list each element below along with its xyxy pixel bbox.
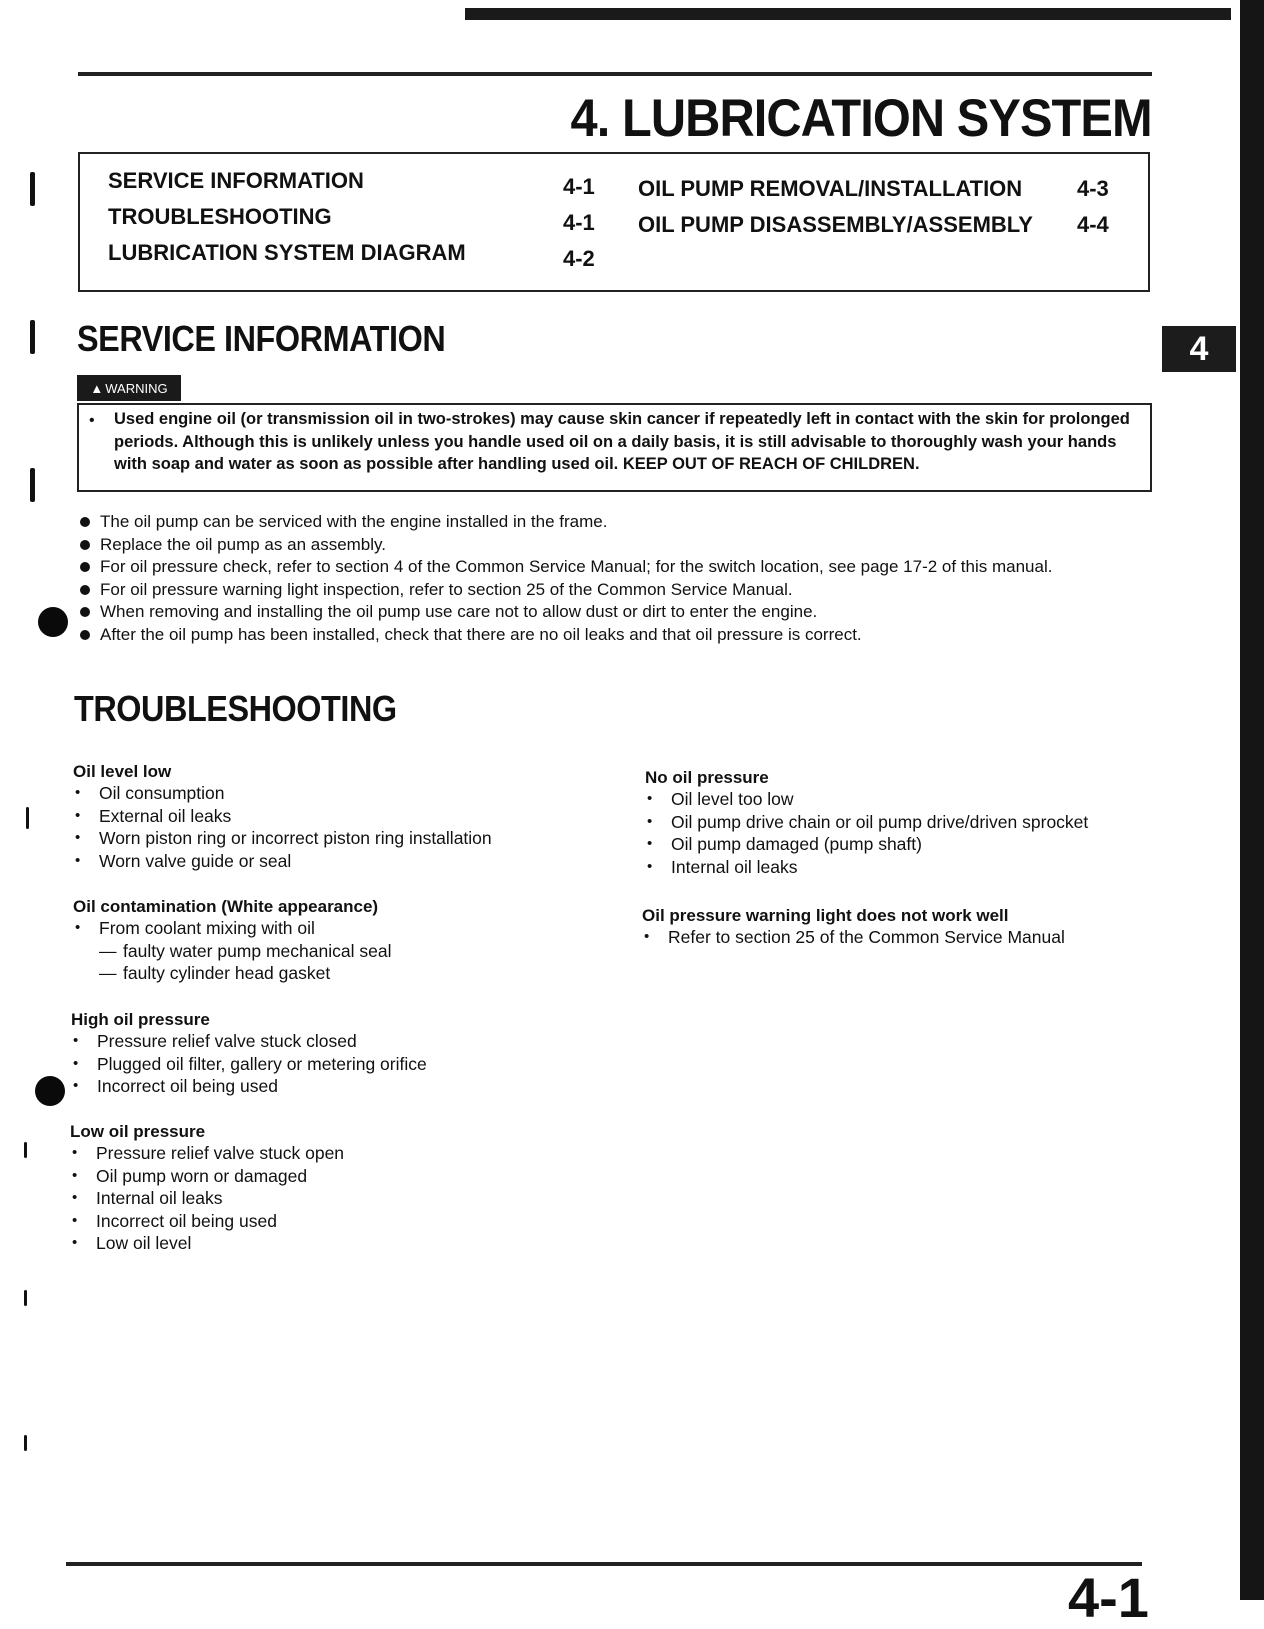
toc-item-troubleshooting[interactable]: TROUBLESHOOTING	[108, 204, 332, 229]
high-oil-pressure-group	[71, 1010, 631, 1098]
sub-list-item	[73, 962, 633, 985]
service-information-list	[76, 511, 1156, 646]
list-item: • External oil leaks	[73, 805, 633, 828]
toc-page-number: 4-4	[1077, 212, 1109, 237]
margin-tick	[30, 172, 35, 206]
warning-label	[77, 375, 181, 401]
warning-text: Used engine oil (or transmission oil in two-strokes) may cause skin cancer if repeatedly left in contact with the skin for prolonged periods. Although this is unlikely unless you handle used oil on a daily basis, it is still advisable to thoroughly wash your hands with soap and water as soon as possible after handling used oil. KEEP OUT OF REACH OF CHILDREN.	[114, 410, 1130, 473]
toc-item-lubrication-diagram[interactable]: LUBRICATION SYSTEM DIAGRAM	[108, 240, 466, 265]
toc-item-service-information[interactable]: SERVICE INFORMATION	[108, 168, 364, 193]
group-heading: No oil pressure	[645, 768, 769, 787]
cause-list	[73, 782, 633, 872]
toc-item-oil-pump-removal[interactable]: OIL PUMP REMOVAL/INSTALLATION	[638, 176, 1023, 201]
list-item: • Oil pump worn or damaged	[70, 1165, 630, 1188]
cause-list	[70, 1142, 630, 1255]
binder-hole-icon	[38, 607, 68, 637]
list-item: • Refer to section 25 of the Common Service Manual	[642, 926, 1162, 949]
list-item: • Incorrect oil being used	[70, 1210, 630, 1233]
cause-list	[73, 917, 633, 985]
list-item: Replace the oil pump as an assembly.	[76, 534, 1156, 555]
margin-tick	[24, 1142, 27, 1158]
list-item: For oil pressure check, refer to section 4 of the Common Service Manual; for the switch location, see page 17-2 of this manual.	[76, 556, 1156, 577]
list-item: • Worn piston ring or incorrect piston ring installation	[73, 827, 633, 850]
list-item: • Oil level too low	[645, 788, 1165, 811]
no-oil-pressure-group	[645, 768, 1165, 878]
service-information-heading: SERVICE INFORMATION	[77, 318, 446, 359]
dash-icon: —	[99, 963, 117, 983]
margin-tick	[30, 468, 35, 502]
list-item: • Oil consumption	[73, 782, 633, 805]
group-heading: Low oil pressure	[70, 1122, 206, 1141]
section-tab: 4	[1162, 326, 1236, 372]
warning-triangle-icon: ▲	[90, 380, 104, 396]
list-item: • Oil pump drive chain or oil pump drive/driven sprocket	[645, 811, 1165, 834]
group-heading: High oil pressure	[71, 1010, 210, 1029]
list-item: • Pressure relief valve stuck closed	[71, 1030, 631, 1053]
troubleshooting-heading: TROUBLESHOOTING	[74, 688, 397, 729]
toc-page-number: 4-1	[563, 174, 595, 199]
group-heading: Oil contamination (White appearance)	[73, 897, 379, 916]
binder-hole-icon	[35, 1076, 65, 1106]
sub-list-item	[73, 940, 633, 963]
margin-tick	[30, 320, 35, 354]
cause-list	[642, 926, 1162, 949]
cause-list	[71, 1030, 631, 1098]
list-item: • Low oil level	[70, 1232, 630, 1255]
page-number: 4-1	[1068, 1566, 1149, 1629]
list-item: The oil pump can be serviced with the engine installed in the frame.	[76, 511, 1156, 532]
margin-tick	[26, 807, 29, 829]
list-item: • Oil pump damaged (pump shaft)	[645, 833, 1165, 856]
margin-tick	[24, 1290, 27, 1306]
group-heading: Oil pressure warning light does not work well	[642, 906, 1009, 925]
toc-page-number: 4-2	[563, 246, 595, 271]
list-item: After the oil pump has been installed, check that there are no oil leaks and that oil pressure is correct.	[76, 624, 1156, 645]
sub-item-text: faulty water pump mechanical seal	[123, 940, 392, 961]
bullet-icon: •	[89, 412, 95, 429]
list-item: • Pressure relief valve stuck open	[70, 1142, 630, 1165]
toc-item-oil-pump-disassembly[interactable]: OIL PUMP DISASSEMBLY/ASSEMBLY	[638, 212, 1033, 237]
list-item: • Worn valve guide or seal	[73, 850, 633, 873]
low-oil-pressure-group	[70, 1122, 630, 1255]
list-item: • Internal oil leaks	[645, 856, 1165, 879]
warning-light-group	[642, 906, 1162, 949]
cause-list	[645, 788, 1165, 878]
dash-icon: —	[99, 940, 117, 961]
title-rule	[78, 72, 1152, 76]
list-item: • Plugged oil filter, gallery or metering orifice	[71, 1053, 631, 1076]
page-edge-shadow	[1240, 0, 1264, 1600]
toc-page-number: 4-1	[563, 210, 595, 235]
page-title: 4. LUBRICATION SYSTEM	[570, 89, 1152, 148]
table-of-contents	[78, 152, 1150, 292]
sub-item-text: faulty cylinder head gasket	[123, 963, 331, 983]
group-heading: Oil level low	[73, 762, 172, 781]
list-item: • From coolant mixing with oil	[73, 917, 633, 940]
toc-page-number: 4-3	[1077, 176, 1109, 201]
list-item: When removing and installing the oil pump use care not to allow dust or dirt to enter the engine.	[76, 601, 1156, 622]
top-edge-rule	[465, 8, 1231, 20]
list-item: For oil pressure warning light inspection, refer to section 25 of the Common Service Manual.	[76, 579, 1156, 600]
bottom-rule	[66, 1562, 1142, 1566]
oil-contamination-group	[73, 897, 633, 985]
oil-level-low-group	[73, 762, 633, 872]
list-item: • Incorrect oil being used	[71, 1075, 631, 1098]
margin-tick	[24, 1435, 27, 1451]
list-item: • Internal oil leaks	[70, 1187, 630, 1210]
warning-label-text: WARNING	[105, 380, 168, 396]
